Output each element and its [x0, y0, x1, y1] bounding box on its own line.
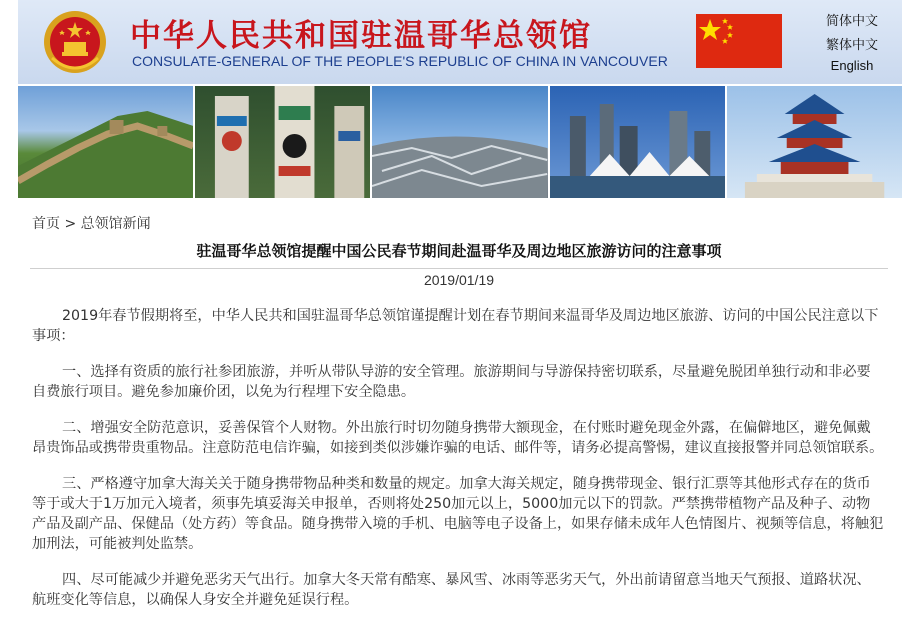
breadcrumb: [32, 213, 151, 233]
article-title: 驻温哥华总领馆提醒中国公民春节期间赴温哥华及周边地区旅游访问的注意事项: [196, 242, 722, 260]
great-wall-image: [18, 86, 193, 198]
site-title-english: CONSULATE-GENERAL OF THE PEOPLE'S REPUBLIC OF CHINA IN VANCOUVER: [132, 53, 668, 69]
article-paragraph: 2019年春节假期将至，中华人民共和国驻温哥华总领馆谨提醒计划在春节期间来温哥华及周边地区旅游、访问的中国公民注意以下事项：: [32, 308, 879, 344]
photo-banner: [18, 86, 902, 198]
breadcrumb-home-link[interactable]: 首页: [32, 216, 60, 232]
article-paragraph: 三、严格遵守加拿大海关关于随身携带物品种类和数量的规定。加拿大海关规定，随身携带现金、银行汇票等其他形式存在的货币等于或大于1万加元入境者，须事先填妥海关申报单，否则将处250加元以上，5000加元以下的罚款。严禁携带植物产品及种子、动物产品及副产品、保健品（处方药）等食品。随身携带入境的手机、电脑等电子设备上，如果存储未成年人色情图片、视频等信息，将触犯加刑法，可能被判处监禁。: [32, 476, 884, 552]
title-divider: [30, 268, 888, 269]
temple-of-heaven-image: [727, 86, 902, 198]
china-flag-icon: [696, 14, 782, 68]
site-title-chinese: 中华人民共和国驻温哥华总领馆: [130, 18, 592, 54]
article-paragraph: 四、尽可能减少并避免恶劣天气出行。加拿大冬天常有酷寒、暴风雪、冰雨等恶劣天气，外出前请留意当地天气预报、道路状况、航班变化等信息，以确保人身安全并避免延误行程。: [32, 572, 871, 608]
breadcrumb-separator: >: [64, 216, 77, 232]
lang-english-link[interactable]: English: [830, 58, 874, 73]
lang-traditional-chinese-link[interactable]: 繁体中文: [825, 37, 878, 52]
breadcrumb-section-link[interactable]: 总领馆新闻: [80, 216, 151, 232]
article-paragraph: 一、选择有资质的旅行社参团旅游，并听从带队导游的安全管理。旅游期间与导游保持密切联系，尽量避免脱团单独行动和非必要自费旅行项目。避免参加廉价团，以免为行程埋下安全隐患。: [32, 364, 871, 400]
totem-poles-image: [195, 86, 370, 198]
article-date: 2019/01/19: [423, 272, 495, 288]
article-body: [32, 306, 884, 626]
birds-nest-image: [372, 86, 547, 198]
site-header: [18, 0, 902, 84]
lang-simplified-chinese-link[interactable]: 简体中文: [825, 13, 878, 28]
canada-place-image: [550, 86, 725, 198]
article-paragraph: 二、增强安全防范意识，妥善保管个人财物。外出旅行时切勿随身携带大额现金，在付账时避免现金外露，在偏僻地区，避免佩戴昂贵饰品或携带贵重物品。注意防范电信诈骗，如接到类似涉嫌诈骗的电话、邮件等，请务必提高警惕，建议直接报警并同总领馆联系。: [32, 420, 884, 456]
national-emblem-icon: [42, 8, 108, 76]
